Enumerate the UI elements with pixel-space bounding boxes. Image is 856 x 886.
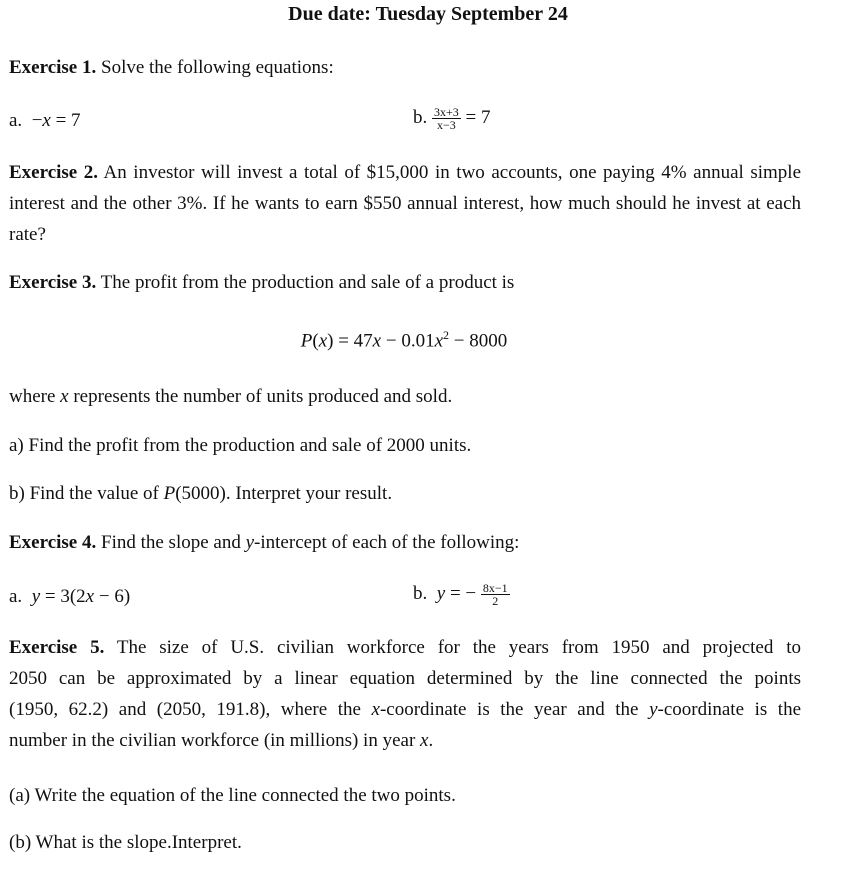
exercise-1b-equation: b. $\frac{3x+3}{x-3}$ = 7 (413, 105, 491, 132)
exercise-4b-fraction: $\frac{8x-1}{2}$ (482, 581, 508, 608)
exercise-3-label: Exercise 3. (9, 272, 97, 293)
exercise-5-part-b: (b) What is the slope.Interpret. (9, 832, 242, 853)
due-date-title: Due date: Tuesday September 24 (288, 3, 568, 25)
exercise-3-part-a: a) Find the profit from the production and sale of 2000 units. (9, 435, 472, 456)
exercise-1b-fraction: $\frac{3x+3}{x-3}$ (434, 105, 459, 132)
exercise-2-text: An investor will invest a total of $15,000 in two accounts, one paying 4% annual simple interest and the other 3%. If he wants to earn $550 annual interest, how much should he invest at each rate? (9, 162, 802, 245)
exercise-5-part-a: (a) Write the equation of the line connected the two points. (9, 785, 456, 806)
exercise-3-part-b: b) Find the value of P(5000). Interpret your result. (9, 483, 393, 504)
exercise-1-prompt: Solve the following equations: (101, 57, 334, 78)
exercise-4-heading: Exercise 4. Find the slope and y-intercept of each of the following: (9, 532, 520, 553)
exercise-1a-equation: a. −x = 7 (9, 110, 81, 131)
exercise-5-line-2: 2050 can be approximated by a linear equation determined by the line connected the points (9, 668, 801, 689)
exercise-2-paragraph (9, 157, 801, 250)
exercise-3-where-line: where x represents the number of units produced and sold. (9, 386, 453, 407)
exercise-5-label: Exercise 5. (9, 637, 105, 658)
exercise-4a-equation: a. y = 3(2x − 6) (9, 586, 131, 607)
exercise-4b-equation: b. y = − $\frac{8x-1}{2}$ (413, 581, 508, 608)
exercise-5-line-4: number in the civilian workforce (in millions) in year x. (9, 730, 434, 751)
exercise-2-label: Exercise 2. (9, 162, 99, 183)
exercise-3-heading (9, 272, 514, 294)
exercise-5-paragraph (9, 632, 801, 756)
exercise-1-heading (9, 57, 334, 79)
exercise-5-line-3: (1950, 62.2) and (2050, 191.8), where the x-coordinate is the year and the y-coordinate is the (9, 699, 802, 720)
exercise-5-line-1: Exercise 5. The size of U.S. civilian workforce for the years from 1950 and projected to (9, 637, 801, 658)
exercise-4-label: Exercise 4. (9, 532, 97, 553)
profit-equation: $P(x) = 47x - 0.01x^2 - 8000$ (300, 328, 508, 352)
exercise-1-label: Exercise 1. (9, 57, 97, 78)
exercise-3-prompt: The profit from the production and sale of a product is (100, 272, 515, 293)
